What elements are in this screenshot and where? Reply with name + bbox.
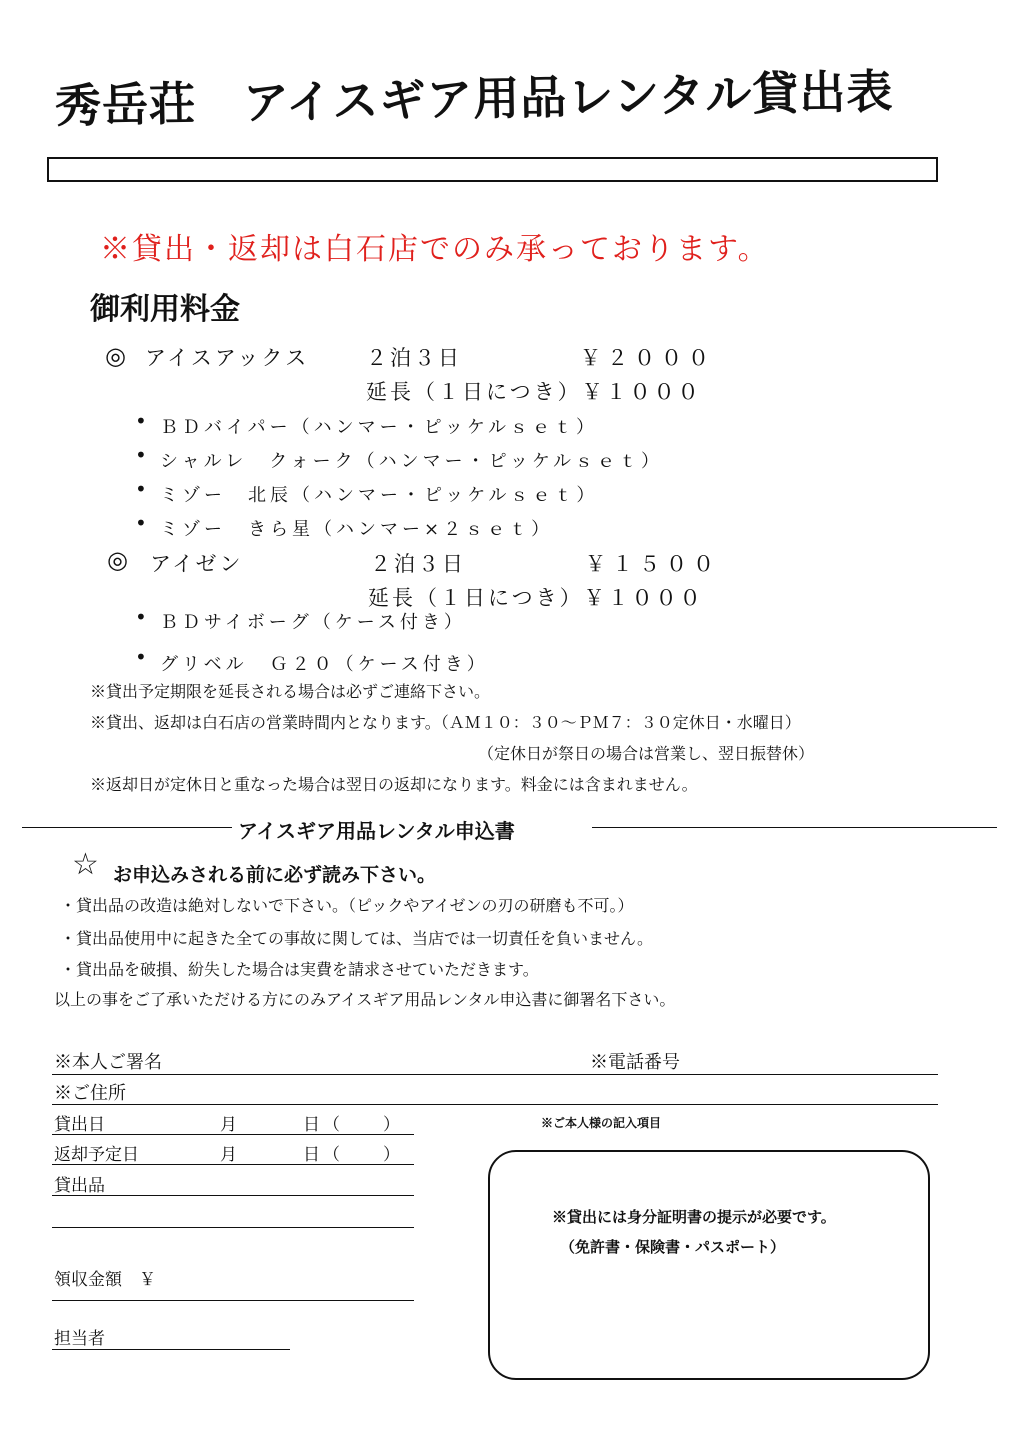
bullet: • [135,477,147,501]
note-return-day: ※返却日が定休日と重なった場合は翌日の返却になります。料金には含まれません。 [90,775,698,794]
star-icon: ☆ [72,847,99,882]
consent-text: 以上の事をご了承いただける方にのみアイスギア用品レンタル申込書に御署名下さい。 [54,990,676,1009]
double-circle-icon: ◎ [107,546,128,574]
rule-item: ・貸出品の改造は絶対しないで下さい。（ピックやアイゼンの刃の研磨も不可。） [60,896,634,915]
lend-day-label: 日（ ） [303,1115,403,1135]
divider-right [592,827,997,828]
return-date-line[interactable] [52,1164,414,1165]
model-item: ミゾー きら星（ハンマー×２ｓｅｔ） [160,519,554,540]
id-types-text: （免許書・保険書・パスポート） [560,1238,786,1256]
form-heading: アイスギア用品レンタル申込書 [238,819,515,843]
bullet: • [135,605,147,629]
item-extension-ice-axe: 延長（１日につき）￥１０００ [366,380,702,404]
item-extension-crampons: 延長（１日につき）￥１０００ [368,586,704,610]
amount-line[interactable] [52,1300,414,1301]
read-first-text: お申込みされる前に必ず読み下さい。 [113,864,437,886]
item-label: 貸出品 [54,1176,105,1196]
item-line[interactable] [52,1195,414,1196]
item-line-2[interactable] [52,1227,414,1228]
item-period-crampons: ２泊３日 [370,552,466,576]
address-label: ※ご住所 [54,1083,126,1104]
staff-line[interactable] [52,1349,290,1350]
lend-month-label: 月 [220,1115,237,1135]
divider-left [22,827,232,828]
rule-item: ・貸出品使用中に起きた全ての事故に関しては、当店では一切責任を負いません。 [60,929,653,948]
item-period-ice-axe: ２泊３日 [366,346,462,370]
model-item: グリベル Ｇ２０（ケース付き） [160,654,489,675]
note-extension: ※貸出予定期限を延長される場合は必ずご連絡下さい。 [90,682,491,701]
item-name-ice-axe: アイスアックス [145,346,310,370]
return-date-label: 返却予定日 [54,1145,139,1165]
bullet: • [135,511,147,535]
page-title: 秀岳荘 アイスギア用品レンタル貸出表 [54,64,894,133]
id-requirement-text: ※貸出には身分証明書の提示が必要です。 [552,1208,836,1226]
lend-date-label: 貸出日 [54,1115,105,1135]
id-requirement-box [488,1150,930,1380]
bullet: • [135,443,147,467]
return-month-label: 月 [220,1145,237,1165]
rule-item: ・貸出品を破損、紛失した場合は実費を請求させていただきます。 [60,960,539,979]
item-price-crampons: ￥１５００ [585,552,720,576]
phone-label: ※電話番号 [590,1052,680,1073]
amount-label: 領収金額 ￥ [54,1270,156,1290]
address-line[interactable] [52,1104,938,1105]
lending-notice: ※貸出・返却は白石店でのみ承っております。 [100,232,770,267]
item-price-ice-axe: ￥２０００ [580,346,715,370]
model-item: ＢＤサイボーグ（ケース付き） [160,612,466,633]
return-day-label: 日（ ） [303,1145,403,1165]
title-box [47,157,938,182]
double-circle-icon: ◎ [105,342,126,370]
fees-heading: 御利用料金 [90,292,240,327]
note-holiday: （定休日が祭日の場合は営業し、翌日振替休） [478,744,815,763]
signature-label: ※本人ご署名 [54,1052,162,1073]
model-item: ミゾー 北辰（ハンマー・ピッケルｓｅｔ） [160,485,599,506]
lend-date-line[interactable] [52,1134,414,1135]
item-name-crampons: アイゼン [150,552,244,576]
note-hours: ※貸出、返却は白石店の営業時間内となります。（ＡＭ１０：３０～ＰＭ７：３０定休日・水曜日） [90,713,801,732]
customer-fields-note: ※ご本人様の記入項目 [541,1116,662,1130]
bullet: • [135,645,147,669]
signature-line[interactable] [52,1074,938,1075]
bullet: • [135,409,147,433]
staff-label: 担当者 [54,1329,105,1349]
model-item: シャルレ クォーク（ハンマー・ピッケルｓｅｔ） [160,451,664,472]
model-item: ＢＤバイパー（ハンマー・ピッケルｓｅｔ） [160,417,599,438]
